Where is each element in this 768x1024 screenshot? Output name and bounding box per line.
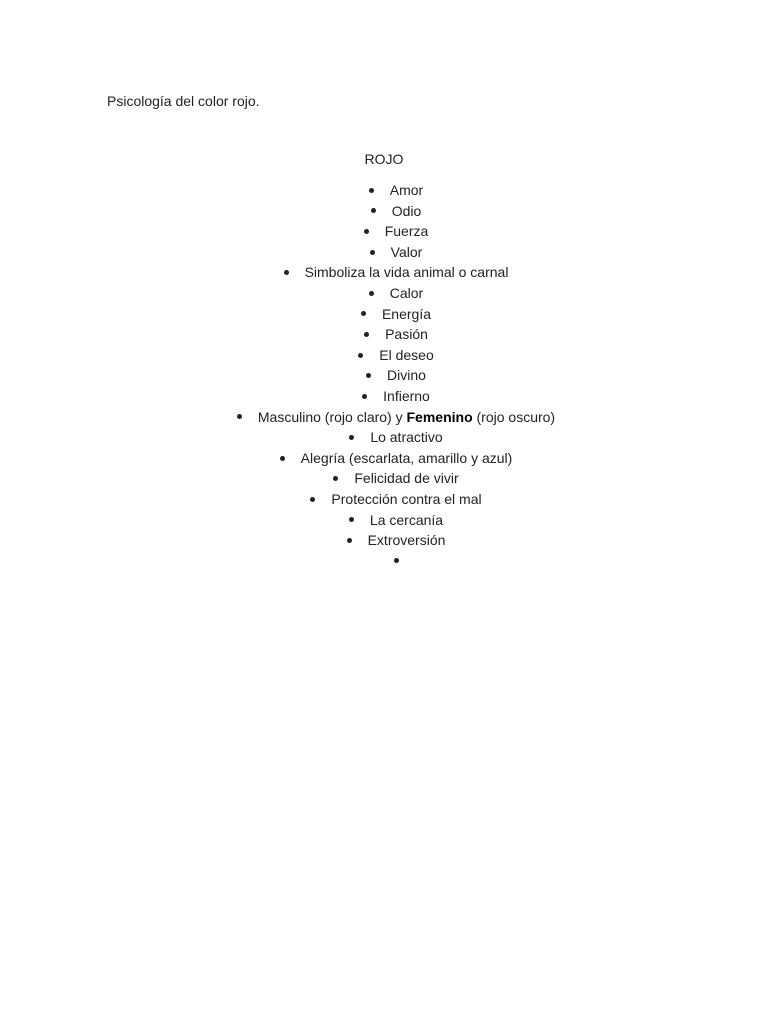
list-item-text-part: Masculino (rojo claro) y	[257, 408, 407, 425]
bullet-list	[0, 180, 768, 571]
list-item	[0, 221, 768, 242]
bullet-icon	[361, 311, 366, 316]
bullet-icon	[369, 188, 374, 193]
list-item	[0, 345, 768, 366]
list-item-text: Extroversión	[367, 532, 446, 549]
bullet-icon	[349, 435, 354, 440]
list-item-empty	[0, 551, 768, 572]
list-item-text: Lo atractivo	[370, 429, 443, 446]
bullet-icon	[369, 291, 374, 296]
list-item	[0, 201, 768, 222]
document-title: Psicología del color rojo.	[107, 93, 260, 109]
list-item-text: El deseo	[379, 346, 434, 363]
list-item-text: Pasión	[385, 326, 428, 343]
list-item	[0, 530, 768, 551]
list-item-text-part: (rojo oscuro)	[472, 408, 556, 425]
section-heading-text: ROJO	[364, 151, 404, 167]
list-item	[0, 468, 768, 489]
list-item	[0, 407, 768, 428]
list-item-text	[258, 409, 555, 425]
bullet-icon	[349, 517, 354, 522]
list-item	[0, 448, 768, 469]
list-item-text: Odio	[391, 202, 422, 219]
list-item-text: Infierno	[383, 387, 430, 404]
bullet-icon	[364, 229, 369, 234]
list-item-text: Protección contra el mal	[331, 490, 482, 507]
bullet-icon	[362, 394, 367, 399]
bullet-icon	[364, 332, 369, 337]
list-item-text: Calor	[389, 284, 424, 301]
list-item	[0, 365, 768, 386]
list-item-text: Simboliza la vida animal o carnal	[304, 264, 509, 281]
list-item	[0, 283, 768, 304]
list-item-text: La cercanía	[369, 511, 444, 528]
bullet-icon	[310, 497, 315, 502]
list-item	[0, 304, 768, 325]
bullet-icon	[237, 414, 242, 419]
bullet-icon	[347, 538, 352, 543]
list-item-bold-text: Femenino	[406, 408, 473, 425]
list-item	[0, 180, 768, 201]
bullet-icon	[333, 476, 338, 481]
bullet-icon	[394, 558, 399, 563]
list-item-text: Fuerza	[384, 223, 429, 240]
list-item-text: Valor	[390, 243, 423, 260]
list-item-text: Felicidad de vivir	[354, 470, 459, 487]
list-item-text: Energía	[381, 305, 432, 322]
bullet-icon	[280, 456, 285, 461]
list-item	[0, 386, 768, 407]
list-item	[0, 324, 768, 345]
bullet-icon	[371, 208, 376, 213]
list-item-text: Amor	[389, 182, 424, 198]
list-item	[0, 427, 768, 448]
list-item-text: Divino	[387, 367, 426, 384]
list-item-text: Alegría (escarlata, amarillo y azul)	[300, 449, 513, 466]
list-item	[0, 262, 768, 283]
section-heading	[0, 150, 768, 168]
bullet-icon	[358, 353, 363, 358]
list-item	[0, 510, 768, 531]
bullet-icon	[366, 373, 371, 378]
list-item	[0, 489, 768, 510]
bullet-icon	[370, 250, 375, 255]
bullet-icon	[284, 270, 289, 275]
list-item	[0, 242, 768, 263]
